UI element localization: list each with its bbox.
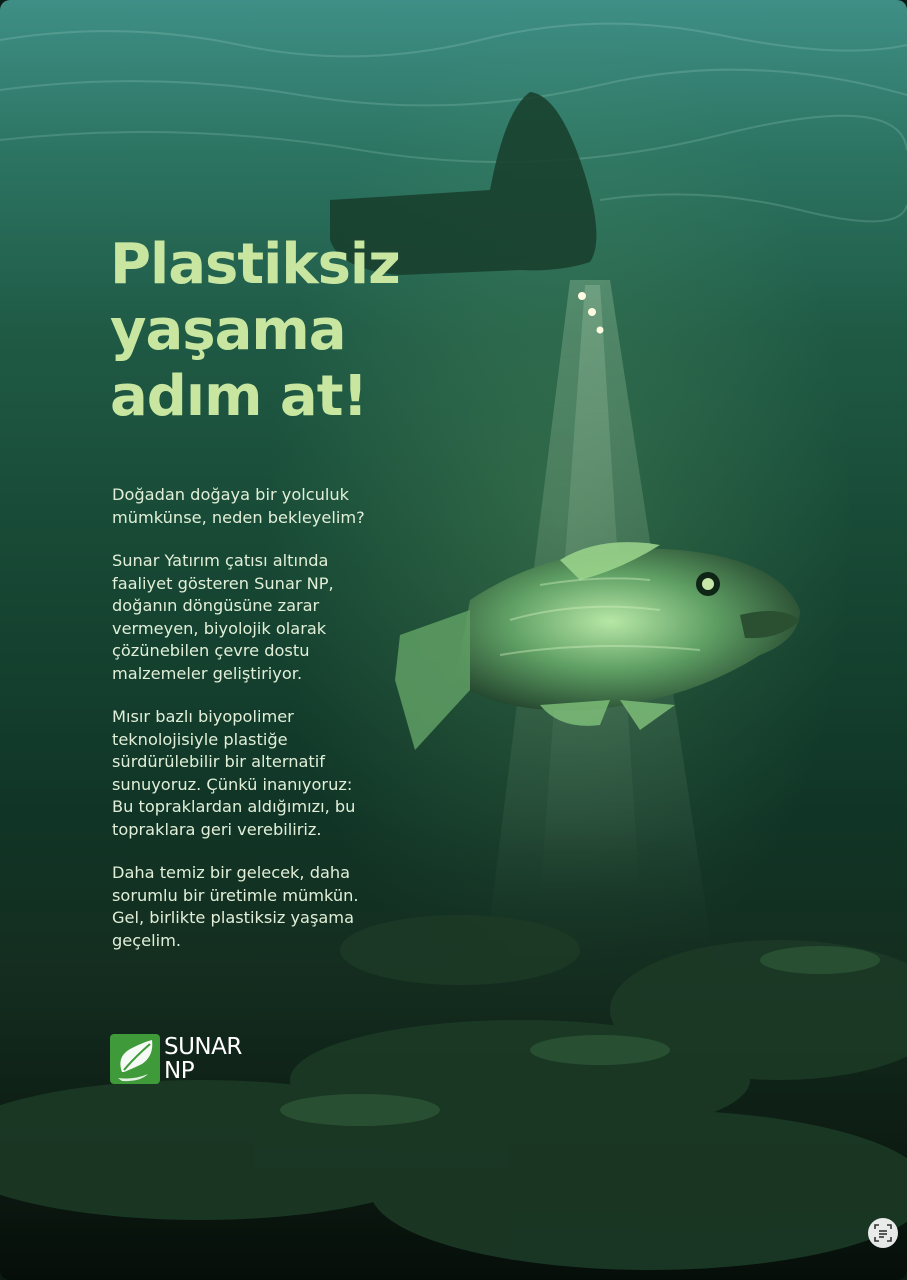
- logo-wordmark: [164, 1035, 242, 1083]
- paragraph-about: Sunar Yatırım çatısı altında faaliyet gösteren Sunar NP, doğanın döngüsüne zarar vermeyen, biyolojik olarak çözünebilen çevre dostu malzemeler geliştiriyor.: [112, 551, 334, 683]
- logo-line-1: SUNAR: [164, 1034, 242, 1060]
- paragraph-intro: Doğadan doğaya bir yolculuk mümkünse, neden bekleyelim?: [112, 485, 365, 527]
- plastic-fish-illustration: [395, 542, 800, 750]
- leaf-s-icon: [110, 1034, 160, 1084]
- headline-line-1: Plastiksiz: [110, 232, 400, 297]
- headline-line-3: adım at!: [110, 364, 368, 429]
- scan-text-icon: [874, 1224, 892, 1242]
- headline: [110, 232, 400, 430]
- paragraph-technology: Mısır bazlı biyopolimer teknolojisiyle plastiğe sürdürülebilir bir alternatif sunuyoruz. Çünkü inanıyoruz: Bu topraklardan aldığımızı, bu topraklara geri verebiliriz.: [112, 707, 356, 839]
- scan-text-button[interactable]: [868, 1218, 898, 1248]
- body-copy: [112, 484, 432, 973]
- logo-line-2: NP: [164, 1058, 195, 1084]
- water-surface: [0, 24, 907, 222]
- brand-logo: [110, 1034, 242, 1084]
- headline-line-2: yaşama: [110, 298, 346, 363]
- paragraph-call-to-action: Daha temiz bir gelecek, daha sorumlu bir üretimle mümkün. Gel, birlikte plastiksiz yaşama geçelim.: [112, 863, 359, 950]
